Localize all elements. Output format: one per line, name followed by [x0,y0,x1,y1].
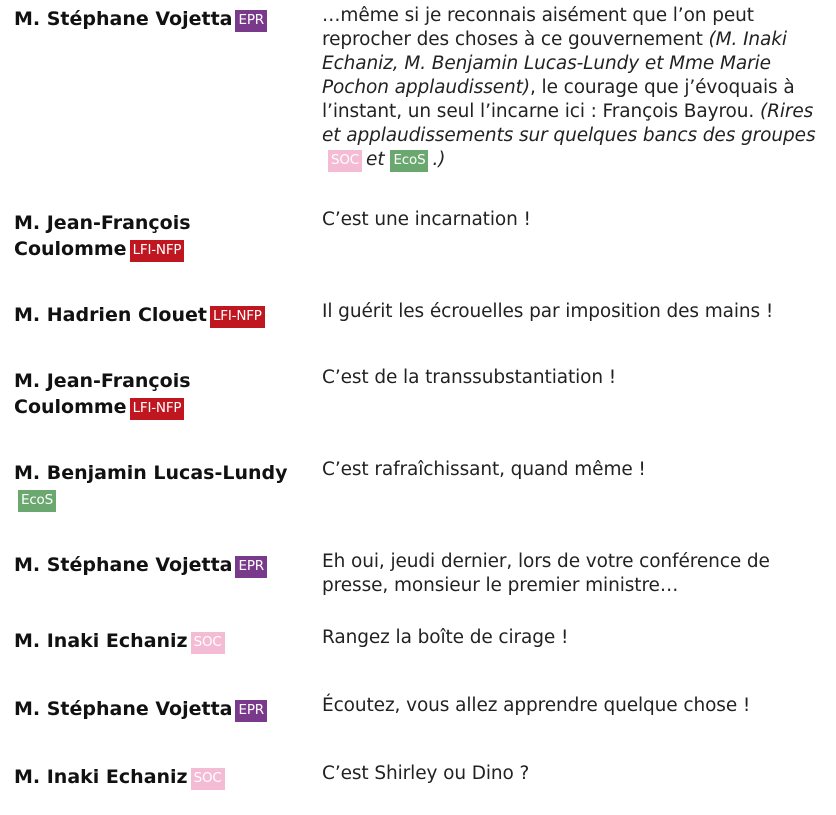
speaker-label: M. Stéphane Vojetta [14,554,233,576]
debate-transcript [14,4,824,810]
speaker-name[interactable] [14,366,322,420]
speech-text: C’est une incarnation ! [322,209,531,230]
speech-text: Écoutez, vous allez apprendre quelque chose ! [322,695,751,716]
speaker-label: M. Inaki Echaniz [14,766,188,788]
group-badge: EPR [235,556,266,578]
speaker-label: M. Hadrien Clouet [14,304,207,326]
speech-text: Il guérit les écrouelles par imposition des mains ! [322,301,774,322]
speech-text: C’est Shirley ou Dino ? [322,763,530,784]
transcript-entry [14,694,824,762]
speaker-label: Coulomme [14,396,127,418]
transcript-entry [14,762,824,810]
speaker-label: M. Jean-François [14,370,191,392]
speech-part: …même si je reconnais aisément que l’on peut reprocher des choses à ce gouvernement [322,5,754,50]
speaker-name[interactable] [14,458,322,512]
speech-text: C’est rafraîchissant, quand même ! [322,459,646,480]
transcript-entry [14,626,824,694]
speech-part: , le courage que j’évoquais à l’instant, un seul l’incarne ici : François Bayrou. [322,77,795,122]
group-badge: EcoS [390,150,428,172]
group-badge: SOC [191,768,225,790]
transcript-entry [14,4,824,208]
speaker-name[interactable] [14,208,322,262]
group-badge: EPR [235,10,266,32]
transcript-entry [14,550,824,626]
speaker-name[interactable] [14,694,322,722]
group-badge: LFI-NFP [130,398,185,420]
speaker-name[interactable] [14,550,322,578]
speaker-label: M. Benjamin Lucas-Lundy [14,462,288,484]
group-badge: EcoS [18,490,56,512]
transcript-entry [14,458,824,550]
speaker-label: M. Stéphane Vojetta [14,8,233,30]
speaker-label: M. Inaki Echaniz [14,630,188,652]
transcript-entry [14,208,824,300]
speaker-label: M. Stéphane Vojetta [14,698,233,720]
speaker-label: M. Jean-François [14,212,191,234]
group-badge: SOC [191,632,225,654]
group-badge: SOC [328,150,362,172]
speech-text: Eh oui, jeudi dernier, lors de votre conférence de presse, monsieur le premier ministre… [322,551,770,596]
stage-direction: (Rires et applaudissements sur quelques bancs des groupes [322,101,816,146]
group-badge: LFI-NFP [210,306,265,328]
speaker-name[interactable] [14,762,322,790]
group-badge: EPR [235,700,266,722]
speaker-name[interactable] [14,626,322,654]
speech-text [322,4,824,172]
stage-direction: .) [432,149,446,170]
stage-direction: et [366,149,385,170]
speech-text: C’est de la transsubstantiation ! [322,367,617,388]
speaker-name[interactable] [14,300,322,328]
group-badge: LFI-NFP [130,240,185,262]
speaker-label: Coulomme [14,238,127,260]
stage-direction: (M. Inaki Echaniz, M. Benjamin Lucas-Lundy et Mme Marie Pochon applaudissent) [322,29,787,98]
transcript-entry [14,300,824,366]
transcript-entry [14,366,824,458]
speaker-name[interactable] [14,4,322,32]
speech-text: Rangez la boîte de cirage ! [322,627,569,648]
